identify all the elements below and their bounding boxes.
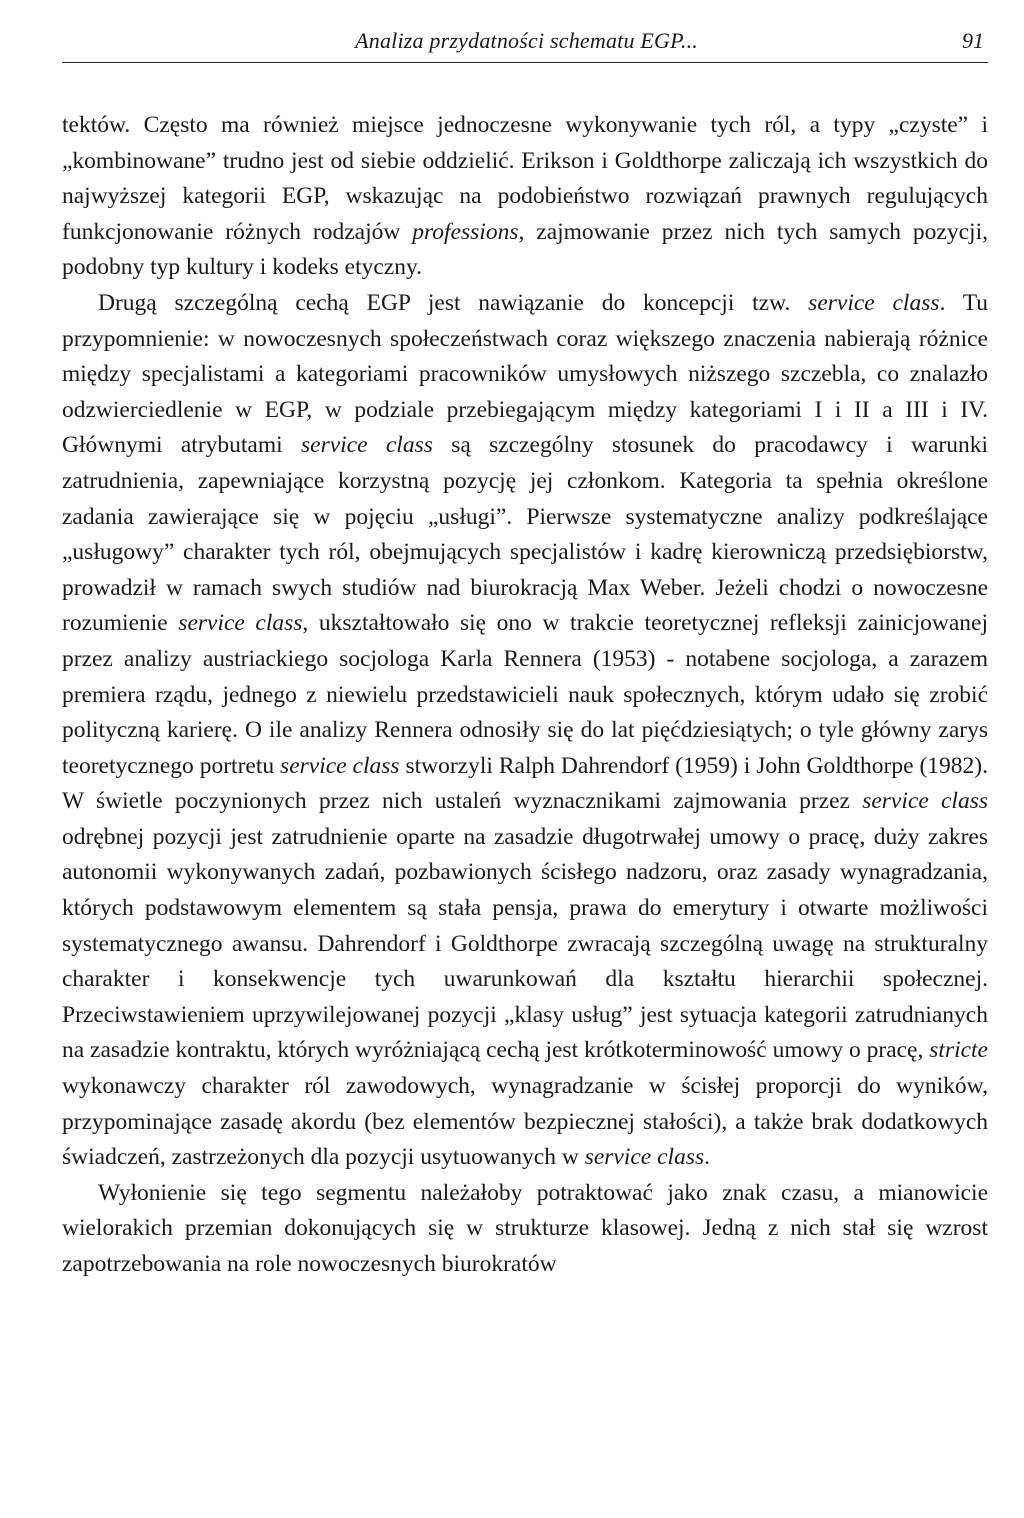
text-segment: , ukształtowało się ono w trakcie teoretycznej refleksji zainicjowanej przez analizy austriackiego socjologa Karla Rennera (1953) - notabene socjologa, a zarazem premiera rządu, jednego z niewielu przedstawicieli nauk społecznych, którym udało się zrobić polityczną karierę. O ile analizy Rennera odnosiły się do lat pięćdziesiątych; o tyle główny zarys teoretycznego portretu [62,610,988,779]
italic-term: service class [808,289,940,316]
text-segment: , zajmowanie przez nich tych samych pozycji, podobny typ kultury i kodeks etyczny. [62,218,988,281]
text-segment: Wyłonienie się tego segmentu należałoby potraktować jako znak czasu, a mianowicie wielorakich przemian dokonujących się w strukturze klasowej. Jedną z nich stał się wzrost zapotrzebowania na role nowoczesnych biurokratów [62,1179,988,1277]
text-segment: są szczególny stosunek do pracodawcy i warunki zatrudnienia, zapewniające korzystną pozycję jej członkom. Kategoria ta spełnia określone zadania zawierające się w pojęciu „usługi”. Pierwsze systematyczne analizy podkreślające „usługowy” charakter tych ról, obejmujących specjalistów i kadrę kierowniczą przedsiębiorstw, prowadził w ramach swych studiów nad biurokracją Max Weber. Jeżeli chodzi o nowoczesne rozumienie [62,432,988,637]
text-segment: . [704,1144,710,1171]
paragraph-service-class [62,286,988,1176]
italic-term: professions [412,218,519,245]
text-segment: Drugą szczególną cechą EGP jest nawiązanie do koncepcji tzw. [98,289,809,316]
running-head-title: Analiza przydatności schematu EGP... [355,28,698,53]
paragraph-continued [62,108,988,286]
text-segment: stworzyli Ralph Dahrendorf (1959) i John Goldthorpe (1982). W świetle poczynionych przez nich ustaleń wyznacznikami zajmowania przez [62,752,989,815]
text-segment: tektów. Często ma również miejsce jednoczesne wykonywanie tych ról, a typy „czyste” i „kombinowane” trudno jest od siebie oddzielić. Erikson i Goldthorpe zaliczają ich wszystkich do najwyższej kategorii EGP, wskazując na podobieństwo rozwiązań prawnych regulujących funkcjonowanie różnych rodzajów [62,112,988,245]
page-number: 91 [962,28,984,53]
text-segment: wykonawczy charakter ról zawodowych, wynagradzanie w ścisłej proporcji do wyników, przypominające zasadę akordu (bez elementów bezpiecznej stałości), a także brak dodatkowych świadczeń, zastrzeżonych dla pozycji usytuowanych w [62,1073,988,1171]
paragraph-emergence [62,1176,988,1283]
italic-term: service class [862,788,989,815]
body-text [62,108,988,1283]
italic-term: service class [178,610,303,637]
text-segment: . Tu przypomnienie: w nowoczesnych społeczeństwach coraz większego znaczenia nabierają różnice między specjalistami a kategoriami pracowników umysłowych niższego szczebla, co znalazło odzwierciedlenie w EGP, w podziale przebiegającym między kategoriami I i II a III i IV. Głównymi atrybutami [62,289,988,459]
italic-term: service class [280,752,400,779]
book-page [62,0,988,1518]
italic-term: stricte [929,1037,988,1064]
italic-term: service class [301,432,433,459]
running-head [62,18,988,63]
text-segment: odrębnej pozycji jest zatrudnienie oparte na zasadzie długotrwałej umowy o pracę, duży zakres autonomii wykonywanych zadań, pozbawionych ścisłego nadzoru, oraz zasady wynagradzania, których podstawowym elementem są stała pensja, prawa do emerytury i otwarte możliwości systematycznego awansu. Dahrendorf i Goldthorpe zwracają szczególną uwagę na strukturalny charakter i konsekwencje tych uwarunkowań dla kształtu hierarchii społecznej. Przeciwstawieniem uprzywilejowanej pozycji „klasy usług” jest sytuacja kategorii zatrudnianych na zasadzie kontraktu, których wyróżniającą cechą jest krótkoterminowość umowy o pracę, [62,823,988,1064]
italic-term: service class [584,1144,705,1171]
